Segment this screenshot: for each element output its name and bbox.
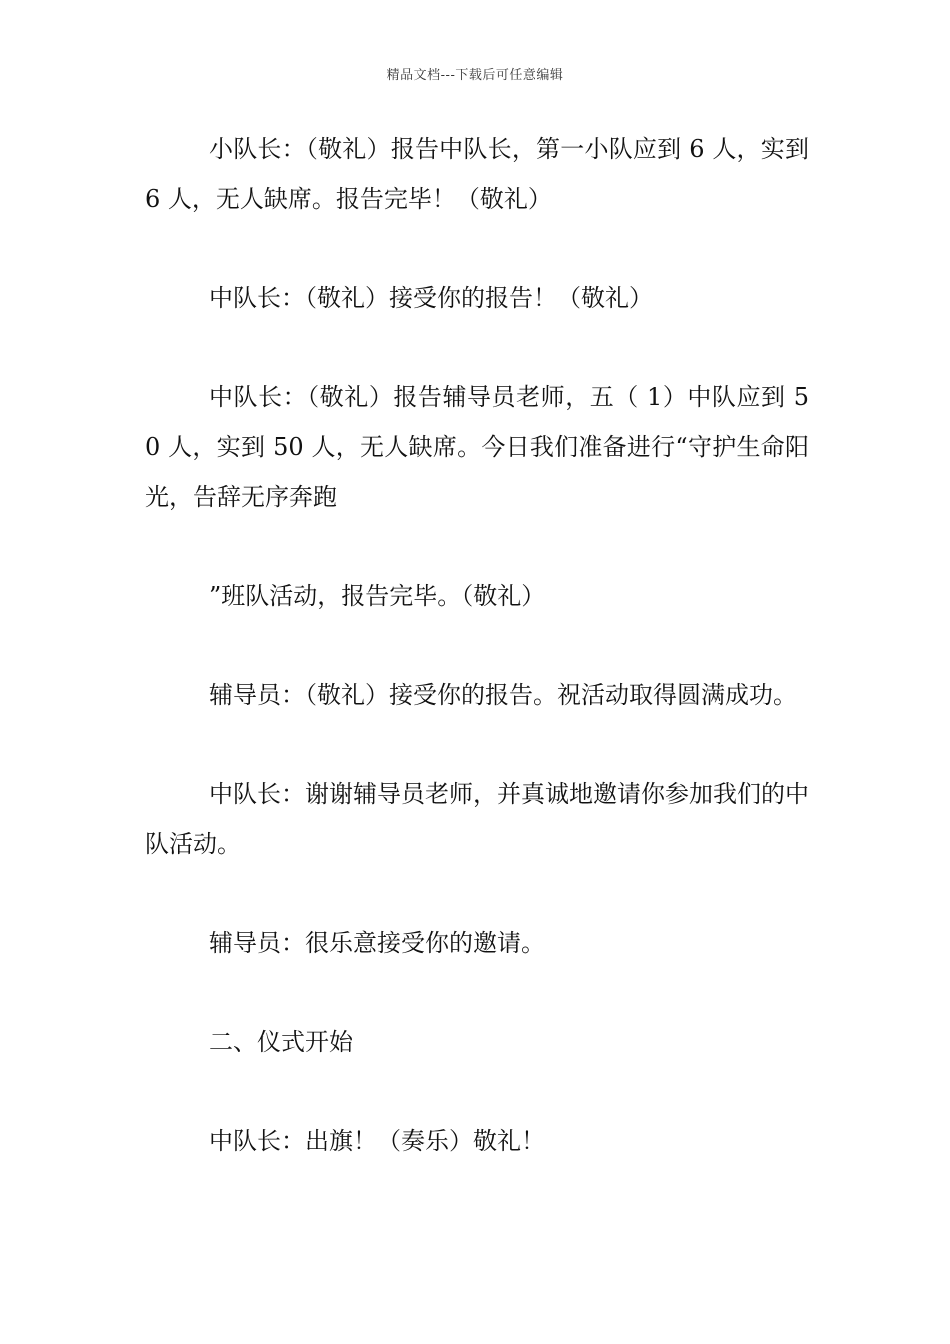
paragraph-6: 中队长：谢谢辅导员老师，并真诚地邀请你参加我们的中队活动。: [145, 780, 809, 858]
paragraph-5: 辅导员：（敬礼）接受你的报告。祝活动取得圆满成功。: [209, 681, 797, 709]
paragraph-1: 小队长：（敬礼）报告中队长，第一小队应到 6 人，实到 6 人，无人缺席。报告完毕！（敬礼）: [145, 135, 809, 213]
paragraph-7: 辅导员：很乐意接受你的邀请。: [209, 929, 545, 957]
paragraph-2: 中队长：（敬礼）接受你的报告！（敬礼）: [209, 284, 653, 312]
paragraph-3: 中队长：（敬礼）报告辅导员老师，五（ 1）中队应到 50 人，实到 50 人，无人缺席。今日我们准备进行“守护生命阳光，告辞无序奔跑: [145, 383, 809, 511]
paragraph-4: ”班队活动，报告完毕。（敬礼）: [209, 582, 546, 610]
paragraph-8: 中队长：出旗！（奏乐）敬礼！: [209, 1127, 545, 1155]
page-header: 精品文档---下载后可任意编辑: [386, 68, 564, 83]
document-body: [145, 124, 809, 1166]
section-heading: 二、仪式开始: [209, 1028, 353, 1056]
